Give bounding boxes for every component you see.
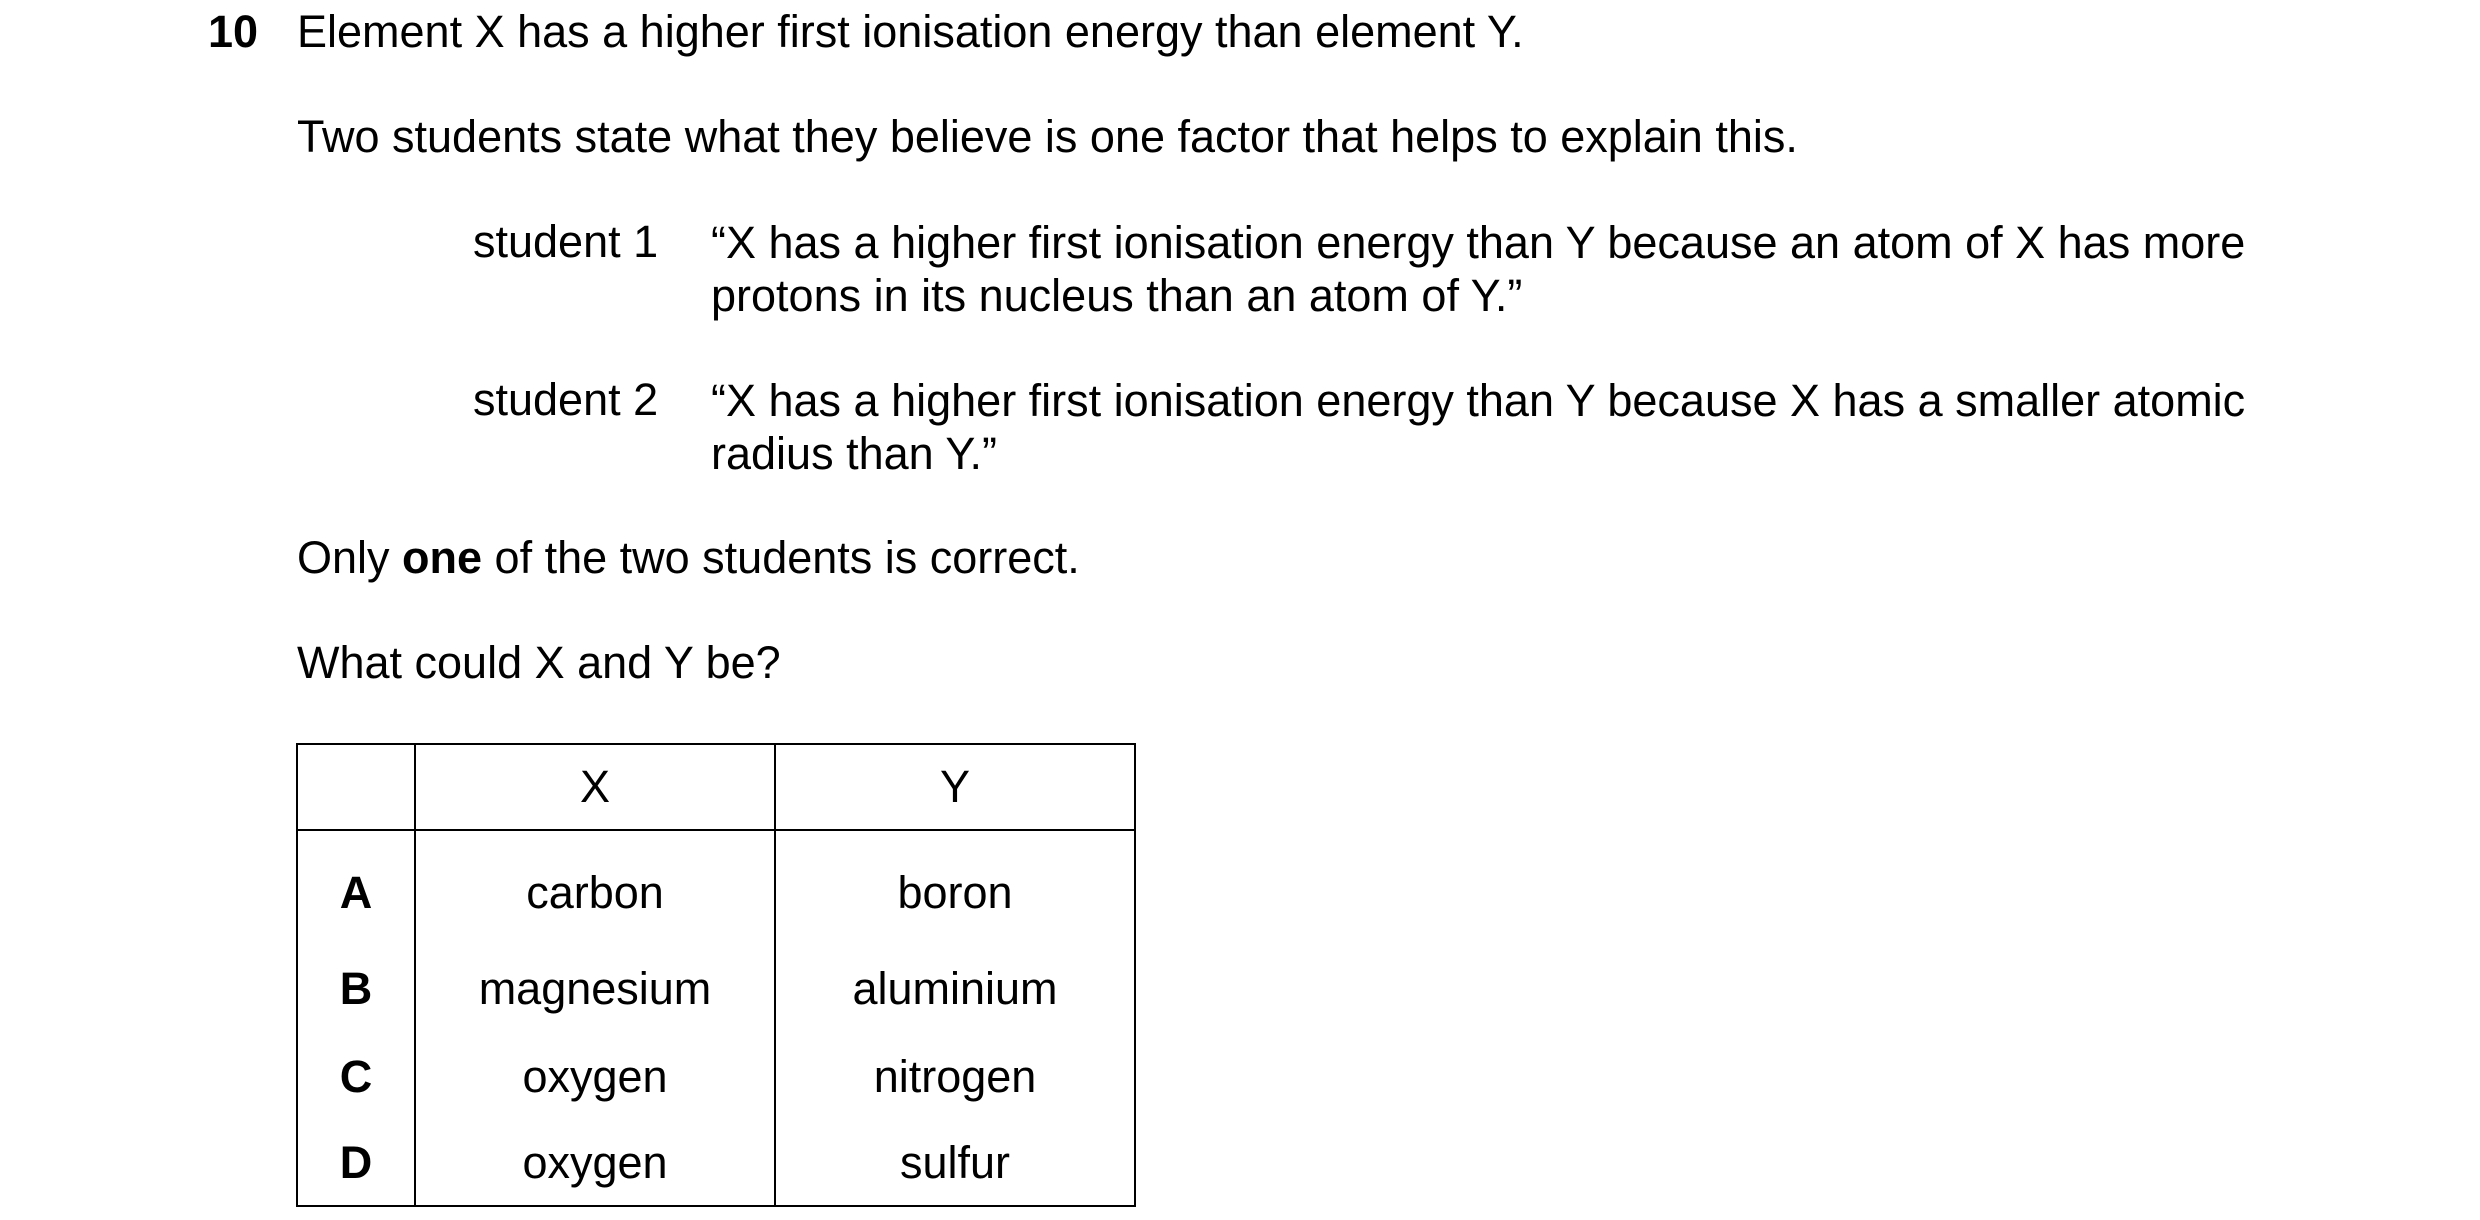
student-1-label: student 1 xyxy=(473,216,659,267)
option-y: nitrogen xyxy=(775,1033,1135,1121)
only-one-statement xyxy=(297,532,1080,584)
only-suffix: of the two students is correct. xyxy=(482,532,1080,583)
option-x: oxygen xyxy=(415,1033,775,1121)
question-prompt: What could X and Y be? xyxy=(297,637,781,688)
option-letter: C xyxy=(297,1033,415,1121)
header-y: Y xyxy=(775,744,1135,830)
question-number: 10 xyxy=(208,6,259,57)
header-blank xyxy=(297,744,415,830)
table-row xyxy=(297,1033,1135,1121)
question-stem: Element X has a higher first ionisation energy than element Y. xyxy=(297,6,1524,57)
option-letter: A xyxy=(297,830,415,945)
question-intro: Two students state what they believe is one factor that helps to explain this. xyxy=(297,111,1798,162)
only-emphasis: one xyxy=(402,532,483,583)
option-x: carbon xyxy=(415,830,775,945)
option-letter: D xyxy=(297,1121,415,1206)
option-y: sulfur xyxy=(775,1121,1135,1206)
option-x: oxygen xyxy=(415,1121,775,1206)
option-letter: B xyxy=(297,945,415,1033)
table-row xyxy=(297,830,1135,945)
header-x: X xyxy=(415,744,775,830)
answer-options-table xyxy=(296,743,1136,1207)
option-y: aluminium xyxy=(775,945,1135,1033)
table-row xyxy=(297,945,1135,1033)
table-row xyxy=(297,1121,1135,1206)
table-header-row xyxy=(297,744,1135,830)
student-2-label: student 2 xyxy=(473,374,659,425)
option-x: magnesium xyxy=(415,945,775,1033)
only-prefix: Only xyxy=(297,532,403,583)
student-1-quote: “X has a higher first ionisation energy than Y because an atom of X has more protons in its nucleus than an atom of Y.” xyxy=(711,217,2246,321)
student-2-quote: “X has a higher first ionisation energy than Y because X has a smaller atomic radius than Y.” xyxy=(711,375,2246,479)
option-y: boron xyxy=(775,830,1135,945)
